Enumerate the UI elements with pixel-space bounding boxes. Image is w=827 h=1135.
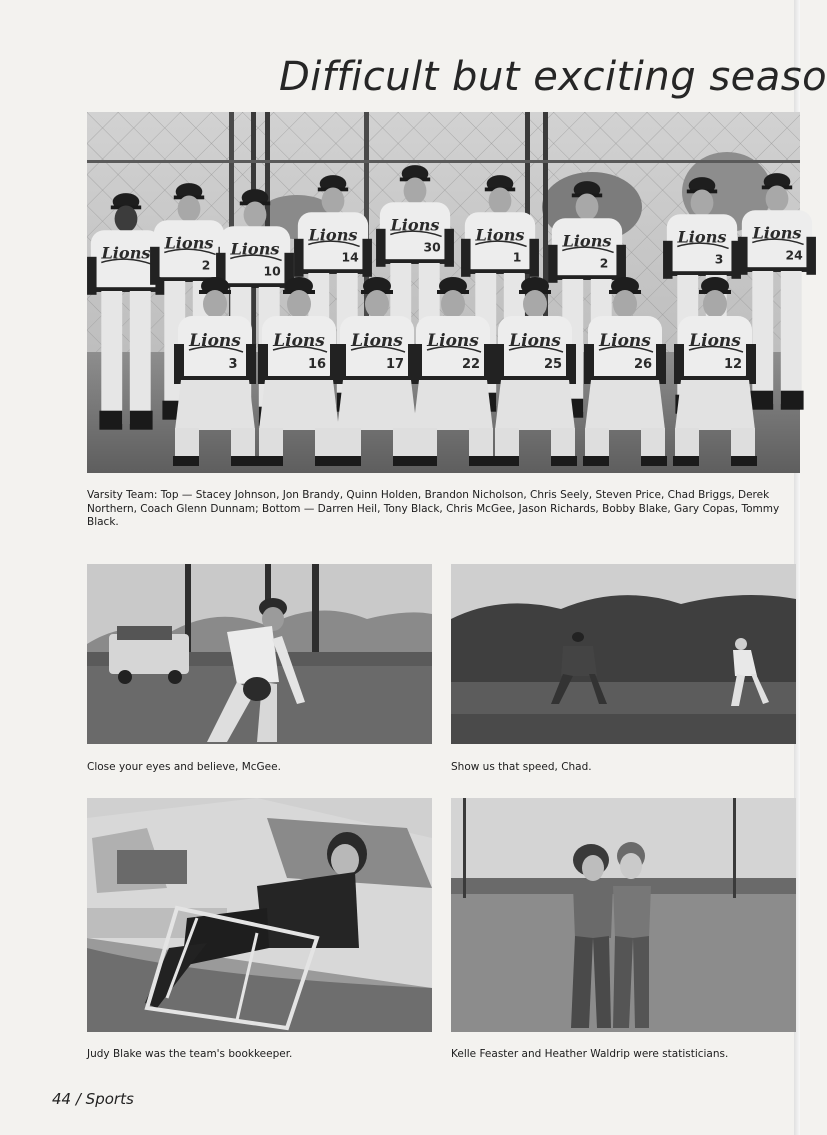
jersey-lettering: Lions (164, 233, 214, 253)
jersey-number: 1 (512, 250, 522, 265)
jersey-number: 16 (307, 357, 327, 372)
pitcher-caption: Close your eyes and believe, McGee. (87, 761, 281, 773)
page-folio: 44 / Sports (52, 1090, 134, 1108)
jersey-lettering: Lions (689, 331, 741, 351)
jersey-number: 17 (385, 357, 405, 372)
jersey-lettering: Lions (509, 331, 561, 351)
jersey-number: 3 (228, 357, 238, 372)
jersey-number: 30 (423, 240, 441, 255)
jersey-lettering: Lions (230, 239, 280, 259)
jersey-number: 2 (599, 256, 609, 271)
statisticians-caption: Kelle Feaster and Heather Waldrip were statisticians. (451, 1048, 729, 1060)
jersey-lettering: Lions (101, 243, 151, 263)
jersey-lettering: Lions (752, 223, 802, 243)
pitcher-photo (87, 564, 432, 744)
jersey-number: 2 (201, 258, 211, 273)
jersey-number: 3 (714, 252, 724, 267)
page-headline: Difficult but exciting seaso (279, 54, 827, 100)
jersey-number: 24 (785, 248, 803, 263)
jersey-lettering: Lions (427, 331, 479, 351)
jersey-lettering: Lions (308, 225, 358, 245)
jersey-lettering: Lions (390, 215, 440, 235)
jersey-number: 25 (543, 357, 563, 372)
bookkeeper-caption: Judy Blake was the team's bookkeeper. (87, 1048, 293, 1060)
infield-caption: Show us that speed, Chad. (451, 761, 592, 773)
bookkeeper-photo (87, 798, 432, 1032)
jersey-lettering: Lions (677, 227, 727, 247)
infield-photo (451, 564, 796, 744)
team-photo-caption: Varsity Team: Top — Stacey Johnson, Jon Brandy, Quinn Holden, Brandon Nicholson, Chris Seely, Steven Price, Chad Briggs, Derek Northern, Coach Glenn Dunnam; Bottom — Darren Heil, Tony Black, Chris McGee, Jason Richards, Bobby Blake, Gary Copas, Tommy Black. (87, 489, 780, 528)
jersey-number: 22 (461, 357, 481, 372)
jersey-lettering: Lions (562, 231, 612, 251)
jersey-number: 26 (633, 357, 653, 372)
jersey-lettering: Lions (189, 331, 241, 351)
jersey-lettering: Lions (351, 331, 403, 351)
jersey-number: 12 (723, 357, 743, 372)
statisticians-photo (451, 798, 796, 1032)
jersey-number: 14 (341, 250, 359, 265)
jersey-lettering: Lions (475, 225, 525, 245)
jersey-lettering: Lions (273, 331, 325, 351)
jersey-lettering: Lions (599, 331, 651, 351)
team-photo (87, 112, 803, 473)
jersey-number: 10 (263, 264, 281, 279)
